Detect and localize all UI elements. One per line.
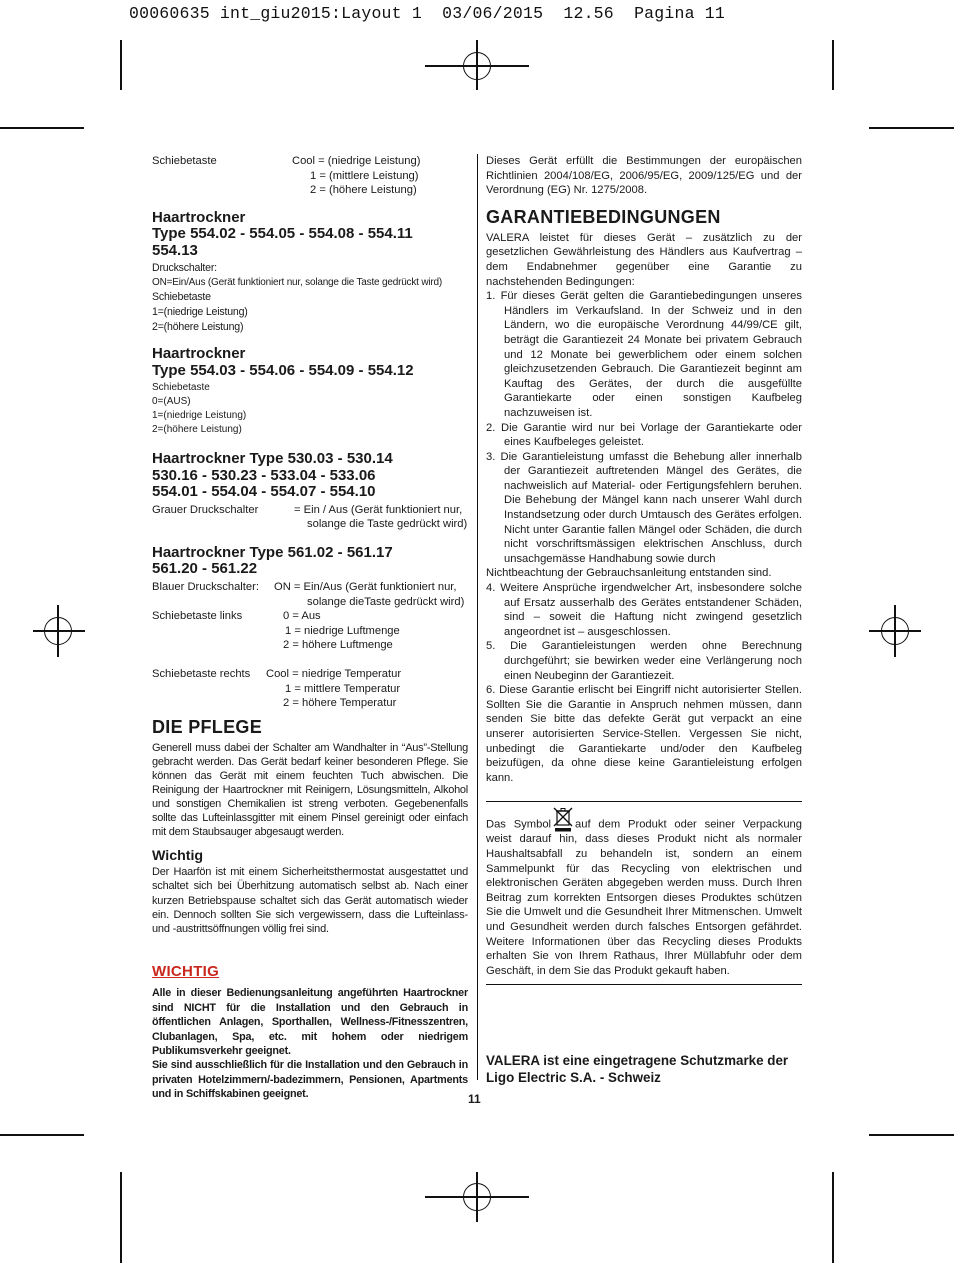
garantie-item-6: 6. Diese Garantie erlischt bei Eingriff nicht autorisierter Stellen. Sollten Sie die Garantie in Anspruch nehmen müssen, dann senden Sie bitte das defekte Gerät gut verpackt an eine unserer autorisierten Service-Stellen. Vergessen Sie nicht, unbedingt die Garantiekarte und/oder den Kaufbeleg beizufügen, da ohne diese keine Garantieleistung erfolgen kann. [486, 684, 802, 784]
rule-bottom [486, 984, 802, 985]
left-column [152, 154, 468, 1102]
garantie-item-1: 1. Für dieses Gerät gelten die Garantiebedingungen unseres Händlers im Verkaufsland. In der Schweiz und in den Ländern, wo die europäische Verordnung 44/99/CE gilt, beträgt die Garantiezeit 24 Monate bei privatem Gebrauch und 12 Monate bei gewerblichem oder einem solchen gleichzusetzenden Gebrauch. Die Garantiezeit beginnt am Kauftag des Gerätes, der durch die ausgefüllte Garantiekarte oder einen sonstigen Kaufbeleg nachzuweisen ist. [486, 290, 802, 419]
weee-text: Das Symbol auf dem Produkt oder seiner Verpackung weist darauf hin, dass dieses Produkt nicht als normaler Haushaltsabfall zu behandeln ist, sondern an einem Sammelpunkt für das Recycling von elektrischen und elektronischen Geräten abgegeben werden muss. Durch Ihren Beitrag zum korrekten Entsorgen dieses Produktes schützen Sie die Umwelt und die Gesundheit Ihrer Mitmenschen. Umwelt und Gesundheit werden durch falsches Entsorgen gefährdet. Weitere Informationen über das Recycling dieses Produkts erhalten Sie von Ihrem Rathaus, Ihrer Müllabfuhr oder dem Geschäft, in dem Sie das Produkt gekauft haben. [486, 806, 802, 978]
garantie-item-3-cont: Nichtbeachtung der Gebrauchsanleitung entstanden sind. [486, 567, 772, 580]
trademark-note: VALERA ist eine eingetragene Schutzmarke der Ligo Electric S.A. - Schweiz [486, 1053, 789, 1085]
model-b-specs: Schiebetaste 0=(AUS) 1=(niedrige Leistung) 2=(höhere Leistung) [152, 382, 247, 436]
section-heading-pflege: DIE PFLEGE [152, 716, 263, 737]
garantie-item-5: 5. Die Garantieleistungen werden ohne Berechnung durchgeführt; sie bewirken weder eine Verlängerung noch einen Neubeginn der Garantiezeit. [486, 640, 802, 682]
garantie-intro: VALERA leistet für dieses Gerät – zusätzlich zu der gesetzlichen Gewährleistung des Händlers aus Kaufvertrag – dem Endabnehmer gegenüber eine Garantie zu nachstehenden Bedingungen: [486, 231, 802, 288]
section-heading-garantie: GARANTIEBEDINGUNGEN [486, 206, 721, 227]
subheading-wichtig: Wichtig [152, 847, 204, 864]
warning-text-2: Sie sind ausschließlich für die Installation und den Gebrauch in privaten Hotelzimmern/-badezimmern, Pensionen, Apartments und in Schiffskabinen geeignet. [152, 1059, 468, 1101]
model-heading-b: Haartrockner Type 554.03 - 554.06 - 554.09 - 554.12 [152, 345, 414, 379]
crop-mark [869, 127, 954, 129]
model-c-specs: Grauer Druckschalter = Ein / Aus (Gerät funktioniert nur, solange die Taste gedrückt wird) [152, 503, 468, 531]
garantie-item-3: 3. Die Garantieleistung umfasst die Behebung aller innerhalb der Garantiezeit auftretenden Mängel des Gerätes, die nachweislich auf Material- oder Fertigungsfehlern beruhen. Die Behebung der Mängel kann nach unserer Wahl durch Instandsetzung oder durch Umtausch des Gerätes erfolgen. Nicht unter Garantie fallen Mängel oder Schäden, die durch nicht vorschriftsmässigen elektrischen Anschluss, durch unsachgemässe Handhabung sowie durch [486, 450, 802, 565]
garantie-item-2: 2. Die Garantie wird nur bei Vorlage der Garantiekarte oder eines Kaufbeleges geleistet. [486, 421, 802, 449]
model-heading-c: Haartrockner Type 530.03 - 530.14 530.16 - 530.23 - 533.04 - 533.06 554.01 - 554.04 - 554.07 - 554.10 [152, 450, 393, 501]
crop-mark [0, 127, 84, 129]
model-d-specs: Blauer Druckschalter: ON = Ein/Aus (Gerät funktioniert nur, solange dieTaste gedrückt wird) Schiebetaste links 0 = Aus 1 = niedrige Luftmenge 2 = höhere Luftmenge Schiebetaste rechts Cool = niedrige Temperatur 1 = mittlere Temperatur 2 = höhere Temperatur [152, 580, 465, 710]
warning-text-1: Alle in dieser Bedienungsanleitung angeführten Haartrockner sind NICHT für die Installation und den Gebrauch in öffentlichen Anlagen, Sporthallen, Wellness-/Fitnesszentren, Clubanlagen, Spa, etc. mit hohem oder niedrigem Publikumsverkehr geeignet. [152, 987, 468, 1057]
column-divider [477, 154, 478, 1080]
crop-mark [120, 1172, 122, 1263]
slide-switch-spec: Schiebetaste Cool = (niedrige Leistung) 1 = (mittlere Leistung) 2 = (höhere Leistung) [152, 155, 421, 197]
rule-top [486, 801, 802, 802]
crop-mark [832, 40, 834, 90]
pflege-text: Generell muss dabei der Schalter am Wandhalter in “Aus”-Stellung gebracht werden. Das Gerät bedarf keiner besonderen Pflege. Sie können das Gerät mit einem feuchten Tuch abwischen. Die Reinigung der Haartrockner mit Reinigern, Lösungsmitteln, Alkohol und sonstigen Chemikalien ist streng verboten. Gegebenenfalls sollte das Lufteinlassgitter mit einem Pinsel gereinigt oder einfach mit dem Staubsauger abgesaugt werden. [152, 741, 468, 838]
crossed-bin-icon [552, 806, 574, 832]
section-heading-wichtig-warning: WICHTIG [152, 963, 220, 981]
model-a-specs: Druckschalter: ON=Ein/Aus (Gerät funktioniert nur, solange die Taste gedrückt wird) Schiebetaste 1=(niedrige Leistung) 2=(höhere Leistung) [152, 262, 442, 333]
compliance-text: Dieses Gerät erfüllt die Bestimmungen der europäischen Richtlinien 2004/108/EG, 2006/95/EG, 2009/125/EG und der Verordnung (EG) Nr. 1275/2008. [486, 155, 802, 197]
crop-mark [832, 1172, 834, 1263]
right-column [486, 154, 802, 1086]
crop-mark [120, 40, 122, 90]
model-heading-a: Haartrockner Type 554.02 - 554.05 - 554.08 - 554.11 554.13 [152, 208, 413, 259]
model-heading-d: Haartrockner Type 561.02 - 561.17 561.20 - 561.22 [152, 543, 393, 578]
wichtig-text: Der Haarfön ist mit einem Sicherheitsthermostat ausgestattet und schaltet sich bei Überhitzung automatisch selbst ab. Nach einer kurzen Betriebspause schaltet sich das Gerät automatisch wieder ein. Dennoch sollten Sie sich vergewissern, dass die Lufteinlass- und -austrittsöffnungen völlig frei sind. [152, 866, 468, 936]
crop-mark [869, 1134, 954, 1136]
garantie-item-4: 4. Weitere Ansprüche irgendwelcher Art, insbesondere solche auf Ersatz ausserhalb des Gerätes entstandener Schäden, sind – soweit die Haftung nicht zwingend gesetzlich angeordnet ist – ausgeschlossen. [486, 582, 802, 638]
page-number: 11 [468, 1092, 481, 1106]
print-slug: 00060635 int_giu2015:Layout 1 03/06/2015 12.56 Pagina 11 [129, 4, 725, 23]
crop-mark [0, 1134, 84, 1136]
